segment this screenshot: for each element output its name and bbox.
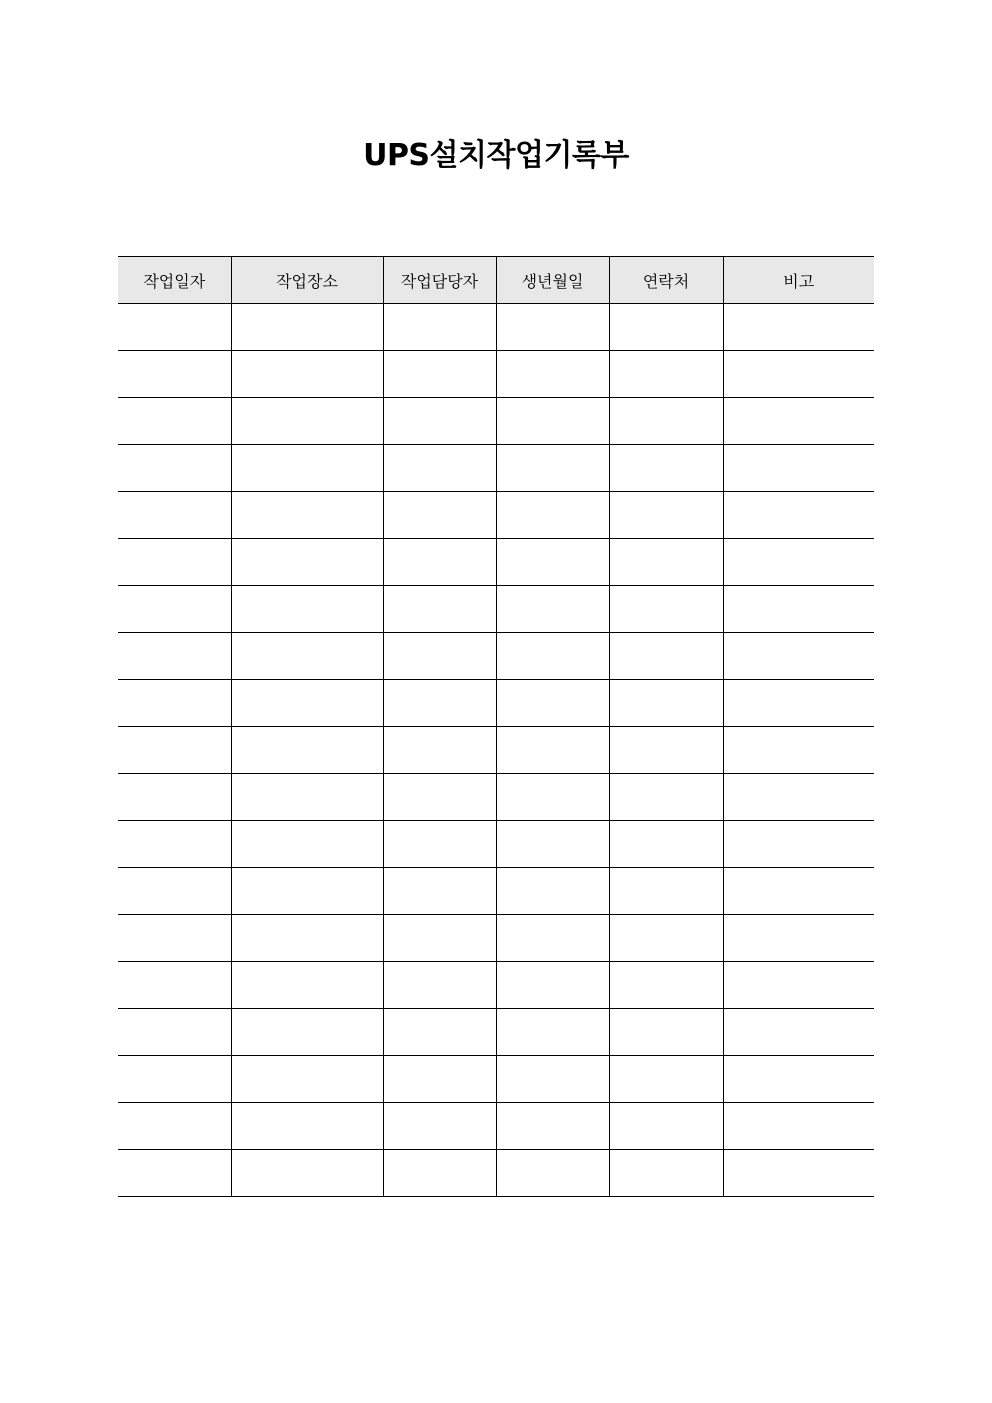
- table-cell[interactable]: [723, 398, 874, 445]
- table-cell[interactable]: [723, 633, 874, 680]
- table-cell[interactable]: [496, 821, 609, 868]
- table-cell[interactable]: [609, 492, 723, 539]
- table-row: [118, 915, 874, 962]
- table-cell[interactable]: [383, 539, 496, 586]
- table-row: [118, 962, 874, 1009]
- table-cell[interactable]: [231, 1150, 383, 1197]
- table-cell[interactable]: [231, 445, 383, 492]
- table-cell[interactable]: [609, 915, 723, 962]
- table-cell[interactable]: [496, 445, 609, 492]
- table-row: [118, 351, 874, 398]
- table-cell[interactable]: [231, 539, 383, 586]
- table-cell[interactable]: [496, 586, 609, 633]
- table-cell[interactable]: [723, 492, 874, 539]
- table-cell[interactable]: [383, 492, 496, 539]
- table-cell[interactable]: [496, 1103, 609, 1150]
- table-row: [118, 445, 874, 492]
- table-cell[interactable]: [723, 304, 874, 351]
- table-row: [118, 304, 874, 351]
- table-cell[interactable]: [383, 1150, 496, 1197]
- table-cell[interactable]: [231, 492, 383, 539]
- table-cell[interactable]: [609, 304, 723, 351]
- table-cell[interactable]: [609, 774, 723, 821]
- table-cell[interactable]: [118, 445, 231, 492]
- table-cell[interactable]: [231, 915, 383, 962]
- table-cell[interactable]: [118, 1150, 231, 1197]
- table-cell[interactable]: [496, 680, 609, 727]
- table-cell[interactable]: [383, 727, 496, 774]
- table-cell[interactable]: [118, 962, 231, 1009]
- table-row: [118, 1056, 874, 1103]
- table-cell[interactable]: [609, 351, 723, 398]
- table-cell[interactable]: [609, 586, 723, 633]
- table-row: [118, 868, 874, 915]
- table-cell[interactable]: [723, 351, 874, 398]
- table-cell[interactable]: [609, 445, 723, 492]
- table-cell[interactable]: [609, 821, 723, 868]
- table-row: [118, 586, 874, 633]
- table-cell[interactable]: [118, 304, 231, 351]
- table-cell[interactable]: [496, 398, 609, 445]
- table-cell[interactable]: [231, 1103, 383, 1150]
- table-cell[interactable]: [609, 1150, 723, 1197]
- table-row: [118, 680, 874, 727]
- table-cell[interactable]: [723, 868, 874, 915]
- table-cell[interactable]: [118, 680, 231, 727]
- table-cell[interactable]: [383, 1009, 496, 1056]
- table-cell[interactable]: [609, 633, 723, 680]
- table-cell[interactable]: [496, 633, 609, 680]
- header-birth-date: 생년월일: [496, 257, 609, 304]
- table-cell[interactable]: [118, 915, 231, 962]
- table-cell[interactable]: [496, 962, 609, 1009]
- table-cell[interactable]: [383, 915, 496, 962]
- table-cell[interactable]: [231, 774, 383, 821]
- table-cell[interactable]: [118, 539, 231, 586]
- table-cell[interactable]: [231, 351, 383, 398]
- table-cell[interactable]: [723, 1009, 874, 1056]
- table-cell[interactable]: [118, 727, 231, 774]
- table-cell[interactable]: [231, 1056, 383, 1103]
- table-cell[interactable]: [723, 962, 874, 1009]
- table-cell[interactable]: [231, 1009, 383, 1056]
- table-cell[interactable]: [496, 1056, 609, 1103]
- table-cell[interactable]: [118, 398, 231, 445]
- table-cell[interactable]: [609, 1056, 723, 1103]
- table-cell[interactable]: [383, 774, 496, 821]
- table-cell[interactable]: [383, 633, 496, 680]
- table-cell[interactable]: [118, 1009, 231, 1056]
- table-cell[interactable]: [496, 915, 609, 962]
- table-cell[interactable]: [609, 539, 723, 586]
- table-cell[interactable]: [383, 586, 496, 633]
- table-cell[interactable]: [723, 774, 874, 821]
- header-work-manager: 작업담당자: [383, 257, 496, 304]
- table-cell[interactable]: [723, 1103, 874, 1150]
- table-cell[interactable]: [723, 1150, 874, 1197]
- table-cell[interactable]: [496, 304, 609, 351]
- table-cell[interactable]: [383, 868, 496, 915]
- page-title: UPS설치작업기록부: [363, 138, 629, 173]
- table-cell[interactable]: [723, 915, 874, 962]
- table-cell[interactable]: [496, 727, 609, 774]
- table-cell[interactable]: [231, 821, 383, 868]
- table-row: [118, 774, 874, 821]
- table-cell[interactable]: [231, 398, 383, 445]
- table-cell[interactable]: [383, 1103, 496, 1150]
- table-row: [118, 1009, 874, 1056]
- table-cell[interactable]: [383, 351, 496, 398]
- table-cell[interactable]: [609, 1009, 723, 1056]
- table-cell[interactable]: [231, 962, 383, 1009]
- header-work-date: 작업일자: [118, 257, 231, 304]
- table-row: [118, 492, 874, 539]
- table-cell[interactable]: [496, 351, 609, 398]
- table-cell[interactable]: [723, 680, 874, 727]
- table-cell[interactable]: [496, 774, 609, 821]
- table-cell[interactable]: [231, 680, 383, 727]
- table-cell[interactable]: [723, 539, 874, 586]
- table-cell[interactable]: [609, 680, 723, 727]
- table-cell[interactable]: [609, 1103, 723, 1150]
- table-cell[interactable]: [118, 1056, 231, 1103]
- table-cell[interactable]: [231, 727, 383, 774]
- table-cell[interactable]: [723, 821, 874, 868]
- table-cell[interactable]: [496, 868, 609, 915]
- table-cell[interactable]: [383, 962, 496, 1009]
- table-row: [118, 539, 874, 586]
- table-cell[interactable]: [383, 680, 496, 727]
- table-cell[interactable]: [231, 868, 383, 915]
- table-row: [118, 727, 874, 774]
- header-work-location: 작업장소: [231, 257, 383, 304]
- table-row: [118, 633, 874, 680]
- table-cell[interactable]: [118, 633, 231, 680]
- table-cell[interactable]: [118, 1103, 231, 1150]
- table-cell[interactable]: [609, 868, 723, 915]
- table-cell[interactable]: [231, 586, 383, 633]
- table-cell[interactable]: [118, 821, 231, 868]
- table-cell[interactable]: [383, 821, 496, 868]
- table-cell[interactable]: [609, 398, 723, 445]
- table-cell[interactable]: [496, 1150, 609, 1197]
- table-row: [118, 1150, 874, 1197]
- table-cell[interactable]: [118, 351, 231, 398]
- table-cell[interactable]: [118, 586, 231, 633]
- installation-log-table: [118, 256, 874, 1197]
- table-cell[interactable]: [383, 304, 496, 351]
- table-cell[interactable]: [609, 962, 723, 1009]
- table-cell[interactable]: [496, 539, 609, 586]
- table-cell[interactable]: [496, 492, 609, 539]
- table-cell[interactable]: [723, 1056, 874, 1103]
- table-cell[interactable]: [383, 445, 496, 492]
- table-cell[interactable]: [723, 727, 874, 774]
- header-remarks: 비고: [723, 257, 874, 304]
- table-cell[interactable]: [118, 774, 231, 821]
- table-cell[interactable]: [723, 445, 874, 492]
- table-cell[interactable]: [118, 868, 231, 915]
- table-cell[interactable]: [383, 1056, 496, 1103]
- table-cell[interactable]: [723, 586, 874, 633]
- table-body: [118, 304, 874, 1197]
- header-contact: 연락처: [609, 257, 723, 304]
- header-row: [118, 257, 874, 304]
- table-cell[interactable]: [383, 398, 496, 445]
- table-row: [118, 398, 874, 445]
- table-row: [118, 1103, 874, 1150]
- table-cell[interactable]: [609, 727, 723, 774]
- table-cell[interactable]: [231, 633, 383, 680]
- table-cell[interactable]: [496, 1009, 609, 1056]
- table-cell[interactable]: [118, 492, 231, 539]
- table-row: [118, 821, 874, 868]
- table-cell[interactable]: [231, 304, 383, 351]
